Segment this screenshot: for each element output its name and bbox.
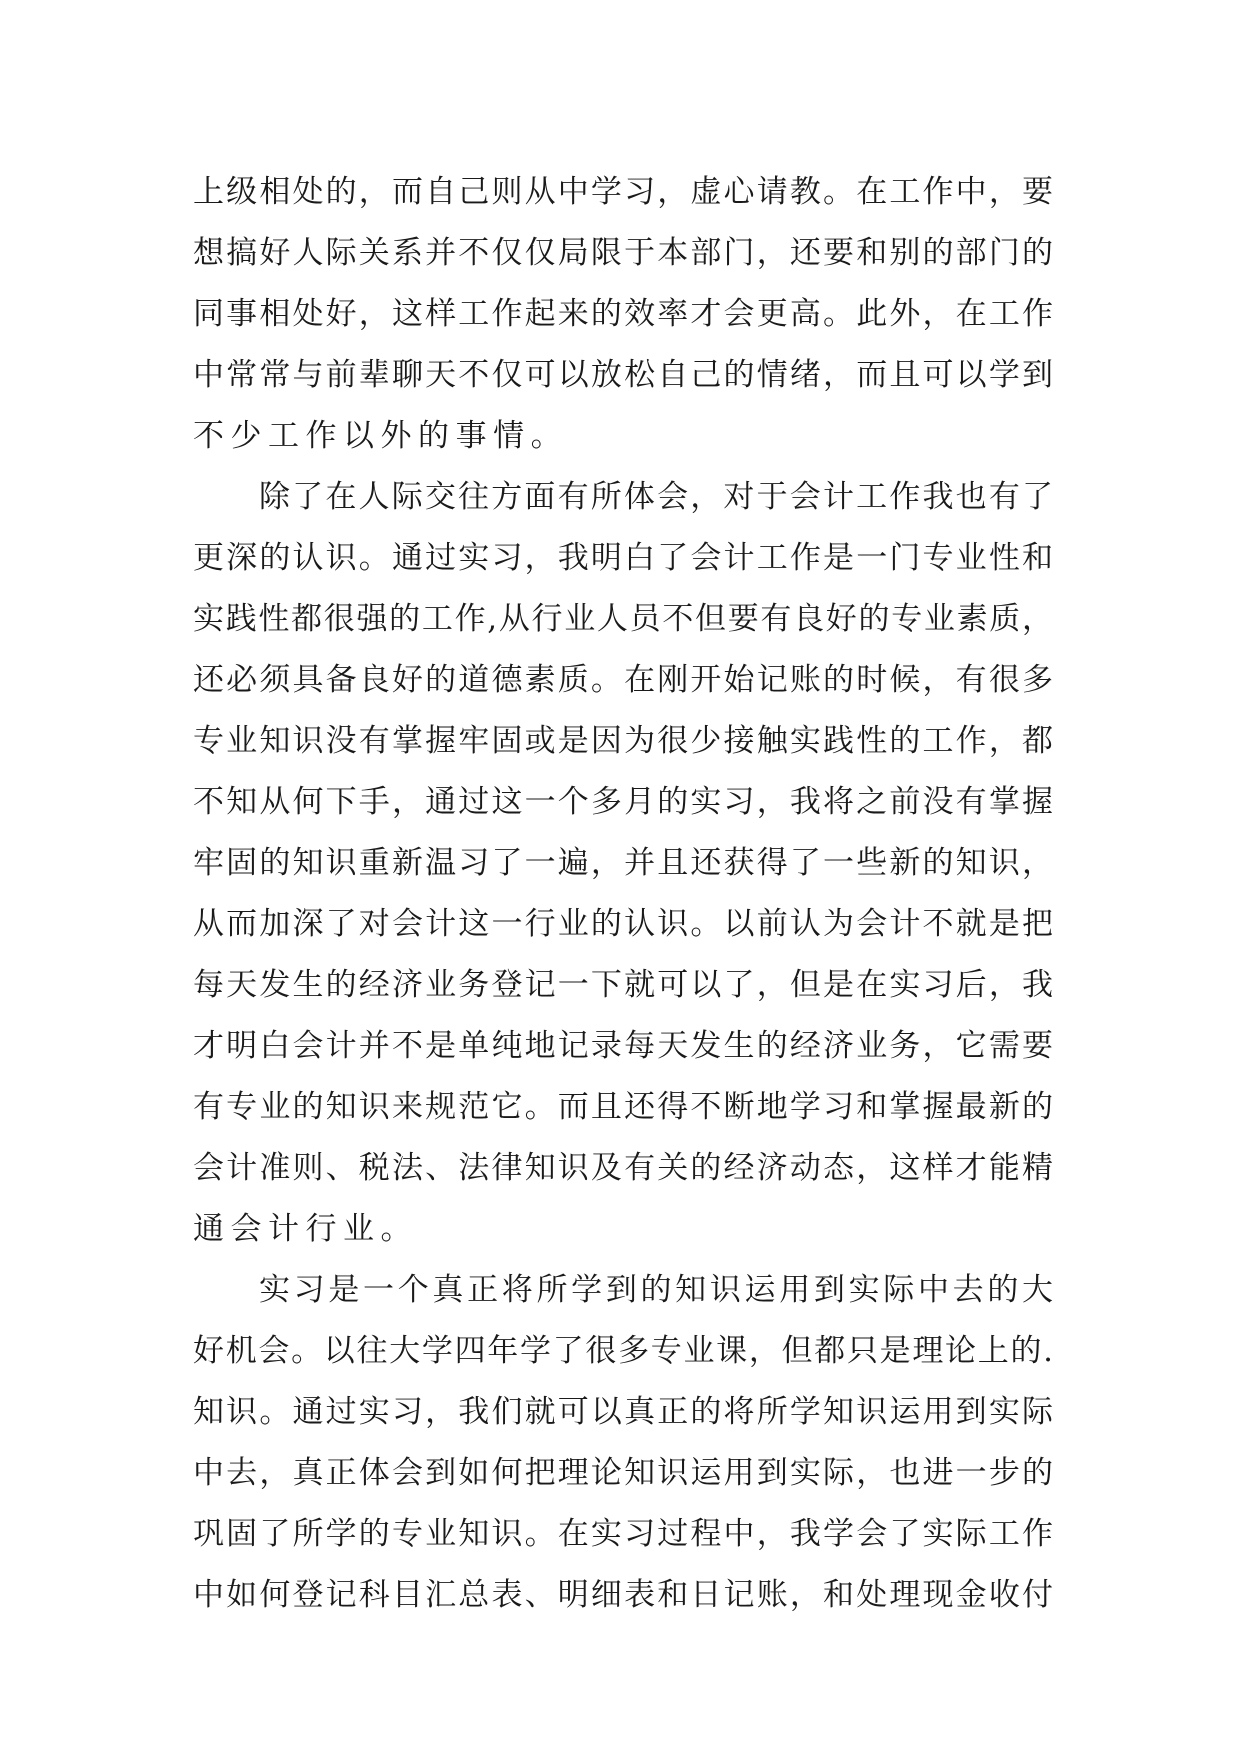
text-line: 会计准则、税法、法律知识及有关的经济动态，这样才能精 — [193, 1150, 1053, 1186]
document-body — [193, 162, 1053, 1626]
text-line: 中常常与前辈聊天不仅可以放松自己的情绪，而且可以学到 — [193, 357, 1053, 393]
text-line: 好机会。以往大学四年学了很多专业课，但都只是理论上的. — [193, 1333, 1053, 1369]
text-line: 巩固了所学的专业知识。在实习过程中，我学会了实际工作 — [193, 1516, 1053, 1552]
text-line: 牢固的知识重新温习了一遍，并且还获得了一些新的知识， — [193, 845, 1053, 881]
text-line: 中如何登记科目汇总表、明细表和日记账，和处理现金收付 — [193, 1577, 1053, 1613]
text-line: 还必须具备良好的道德素质。在刚开始记账的时候，有很多 — [193, 662, 1053, 698]
paragraph-p3 — [193, 1260, 1053, 1626]
text-line: 从而加深了对会计这一行业的认识。以前认为会计不就是把 — [193, 906, 1053, 942]
text-line: 上级相处的，而自己则从中学习，虚心请教。在工作中，要 — [193, 174, 1053, 210]
text-line: 专业知识没有掌握牢固或是因为很少接触实践性的工作，都 — [193, 723, 1053, 759]
text-line: 知识。通过实习，我们就可以真正的将所学知识运用到实际 — [193, 1394, 1053, 1430]
text-line: 通会计行业。 — [193, 1211, 419, 1247]
text-line: 每天发生的经济业务登记一下就可以了，但是在实习后，我 — [193, 967, 1053, 1003]
text-line: 才明白会计并不是单纯地记录每天发生的经济业务，它需要 — [193, 1028, 1053, 1064]
paragraph-p2 — [193, 467, 1053, 1260]
text-line: 不知从何下手，通过这一个多月的实习，我将之前没有掌握 — [193, 784, 1053, 820]
text-line: 实习是一个真正将所学到的知识运用到实际中去的大 — [259, 1272, 1053, 1308]
text-line: 不少工作以外的事情。 — [193, 418, 569, 454]
text-line: 更深的认识。通过实习，我明白了会计工作是一门专业性和 — [193, 540, 1053, 576]
paragraph-p1 — [193, 162, 1053, 467]
text-line: 有专业的知识来规范它。而且还得不断地学习和掌握最新的 — [193, 1089, 1053, 1125]
text-line: 除了在人际交往方面有所体会，对于会计工作我也有了 — [259, 479, 1053, 515]
text-line: 中去，真正体会到如何把理论知识运用到实际，也进一步的 — [193, 1455, 1053, 1491]
text-line: 想搞好人际关系并不仅仅局限于本部门，还要和别的部门的 — [193, 235, 1053, 271]
text-line: 同事相处好，这样工作起来的效率才会更高。此外，在工作 — [193, 296, 1053, 332]
text-line: 实践性都很强的工作,从行业人员不但要有良好的专业素质， — [193, 601, 1053, 637]
